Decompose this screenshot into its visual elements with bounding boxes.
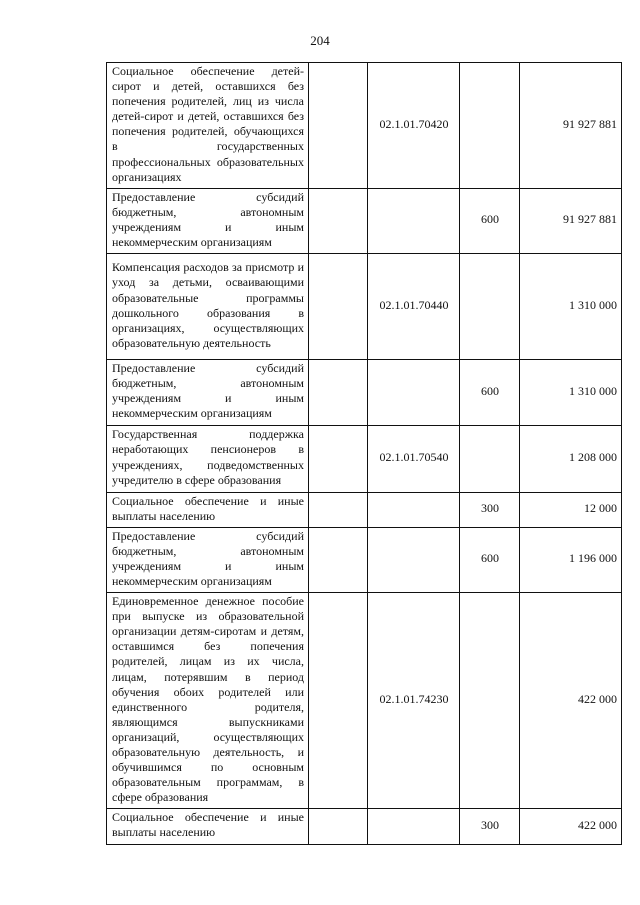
empty-cell: [309, 527, 368, 592]
expense-name-cell: Социальное обеспечение и иные выплаты населению: [107, 809, 309, 844]
table-row: [107, 63, 622, 189]
page-number: 204: [310, 33, 330, 48]
target-code-cell: [368, 527, 460, 592]
expense-type-cell: 600: [460, 527, 520, 592]
expense-type-cell: 300: [460, 809, 520, 844]
amount-cell: 91 927 881: [520, 63, 622, 189]
table-row: [107, 492, 622, 527]
expense-name-cell: Единовременное денежное пособие при выпуске из образовательной организации детям-сиротам и детям, оставшимся без попечения родителей, лицам из их числа, лицам, потерявшим в период обучения обоих родителей или единственного родителя, являющимся выпускниками организаций, осуществляющих образовательную деятельность, и обучившимся по основным образовательным программам, в сфере образования: [107, 593, 309, 809]
expense-name-cell: Социальное обеспечение и иные выплаты населению: [107, 492, 309, 527]
amount-cell: 422 000: [520, 593, 622, 809]
empty-cell: [309, 593, 368, 809]
expense-type-cell: [460, 254, 520, 360]
target-code-cell: [368, 360, 460, 425]
target-code-cell: 02.1.01.74230: [368, 593, 460, 809]
amount-cell: 422 000: [520, 809, 622, 844]
expense-name-cell: Государственная поддержка неработающих пенсионеров в учреждениях, подведомственных учредителю в сфере образования: [107, 425, 309, 492]
amount-cell: 1 196 000: [520, 527, 622, 592]
empty-cell: [309, 809, 368, 844]
target-code-cell: [368, 809, 460, 844]
table-row: [107, 254, 622, 360]
table-row: [107, 188, 622, 253]
empty-cell: [309, 188, 368, 253]
empty-cell: [309, 425, 368, 492]
amount-cell: 12 000: [520, 492, 622, 527]
expense-type-cell: [460, 63, 520, 189]
empty-cell: [309, 63, 368, 189]
expense-name-cell: Компенсация расходов за присмотр и уход за детьми, осваивающими образовательные программы дошкольного образования в организациях, осуществляющих образовательную деятельность: [107, 254, 309, 360]
table-row: [107, 360, 622, 425]
amount-cell: 1 208 000: [520, 425, 622, 492]
expense-type-cell: [460, 425, 520, 492]
amount-cell: 1 310 000: [520, 254, 622, 360]
expense-name-cell: Предоставление субсидий бюджетным, автономным учреждениям и иным некоммерческим организациям: [107, 527, 309, 592]
expense-type-cell: 600: [460, 360, 520, 425]
budget-table: [106, 62, 622, 845]
empty-cell: [309, 360, 368, 425]
table-row: [107, 809, 622, 844]
table-row: [107, 425, 622, 492]
expense-name-cell: Предоставление субсидий бюджетным, автономным учреждениям и иным некоммерческим организациям: [107, 188, 309, 253]
target-code-cell: [368, 188, 460, 253]
expense-name-cell: Социальное обеспечение детей-сирот и детей, оставшихся без попечения родителей, лиц из числа детей-сирот и детей, оставшихся без попечения родителей, обучающихся в государственных профессиональных образовательных организациях: [107, 63, 309, 189]
target-code-cell: 02.1.01.70420: [368, 63, 460, 189]
target-code-cell: 02.1.01.70440: [368, 254, 460, 360]
target-code-cell: [368, 492, 460, 527]
empty-cell: [309, 254, 368, 360]
target-code-cell: 02.1.01.70540: [368, 425, 460, 492]
table-row: [107, 527, 622, 592]
table-row: [107, 593, 622, 809]
expense-type-cell: 300: [460, 492, 520, 527]
empty-cell: [309, 492, 368, 527]
expense-type-cell: 600: [460, 188, 520, 253]
expense-name-cell: Предоставление субсидий бюджетным, автономным учреждениям и иным некоммерческим организациям: [107, 360, 309, 425]
expense-type-cell: [460, 593, 520, 809]
amount-cell: 91 927 881: [520, 188, 622, 253]
amount-cell: 1 310 000: [520, 360, 622, 425]
